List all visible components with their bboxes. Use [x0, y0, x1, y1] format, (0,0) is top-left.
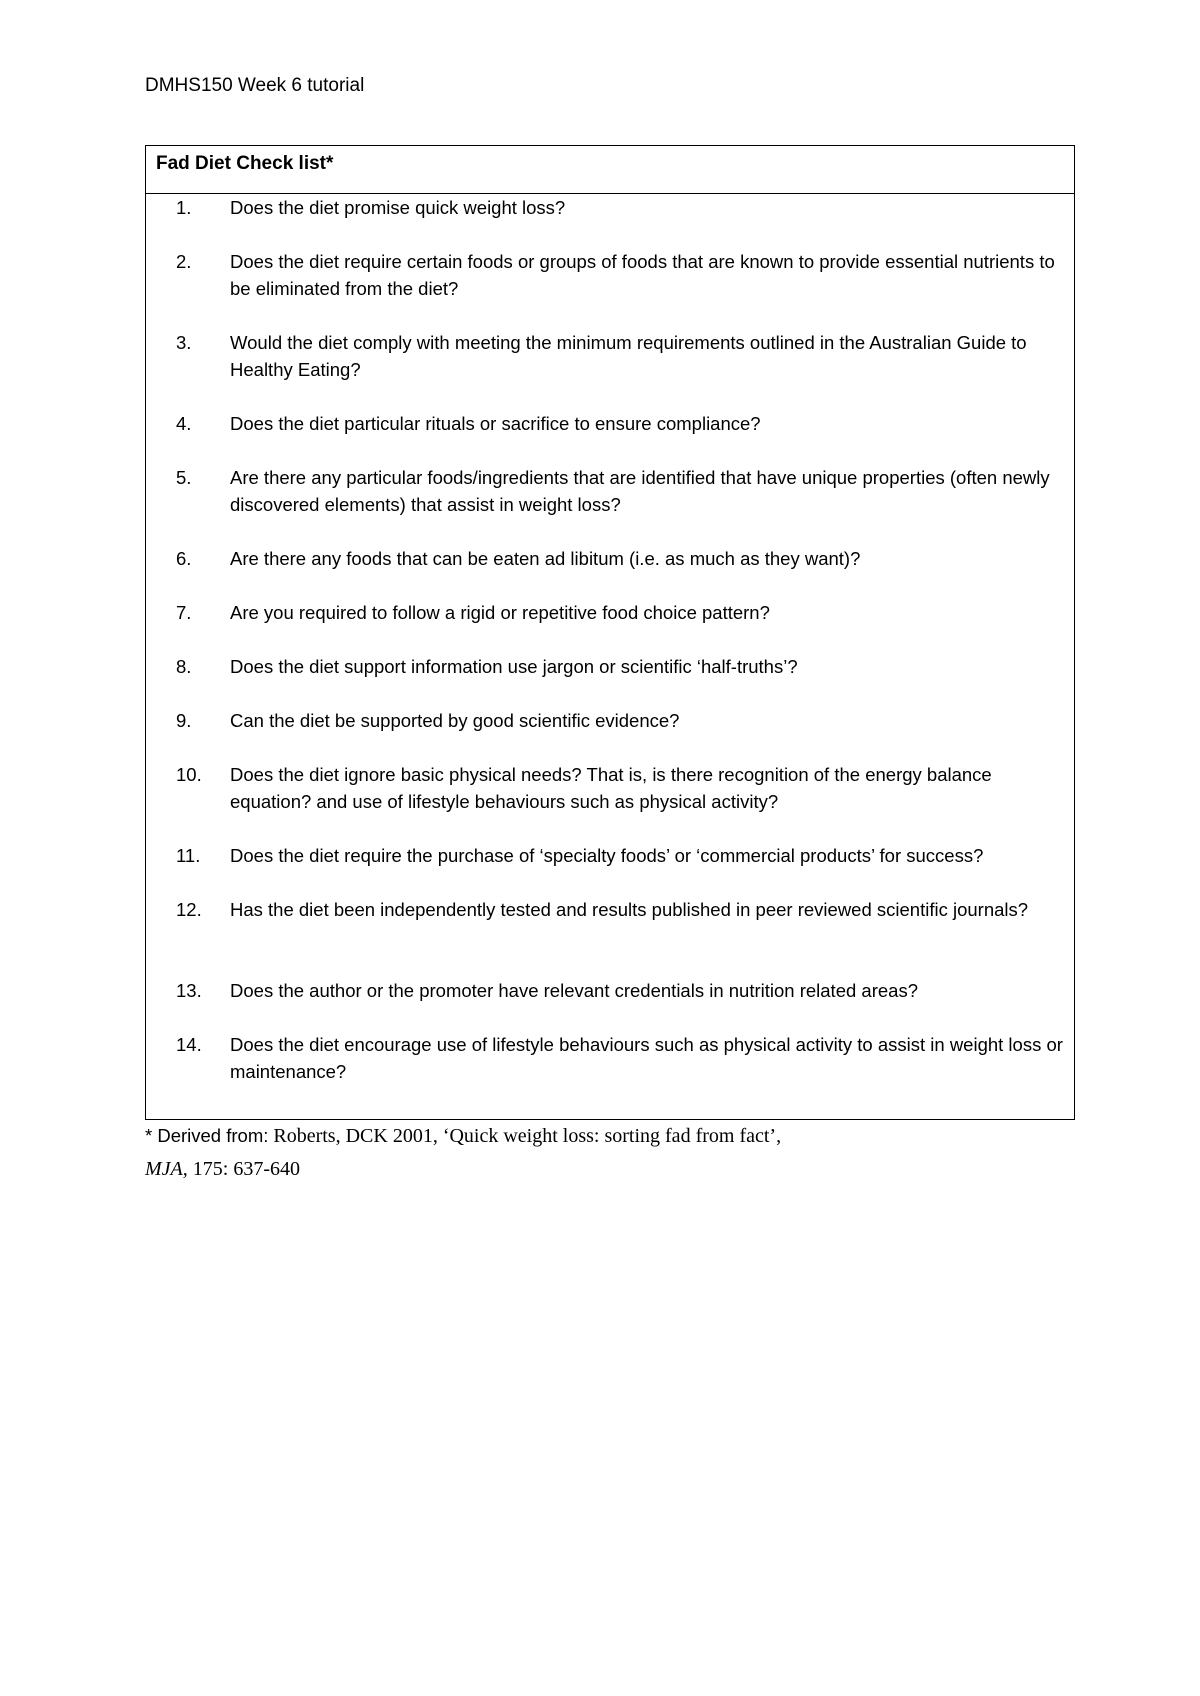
- item-text: Does the diet particular rituals or sacrifice to ensure compliance?: [230, 413, 761, 434]
- checklist-title: Fad Diet Check list*: [156, 153, 334, 174]
- footnote-label: * Derived from:: [145, 1125, 269, 1146]
- item-number: 8.: [176, 656, 192, 677]
- checklist-title-row: [146, 146, 1074, 194]
- item-number: 4.: [176, 413, 192, 434]
- footnote-citation: Roberts, DCK 2001, ‘Quick weight loss: sorting fad from fact’,: [273, 1125, 782, 1147]
- item-text: Are you required to follow a rigid or repetitive food choice pattern?: [230, 602, 770, 623]
- item-text: Does the author or the promoter have relevant credentials in nutrition related areas?: [230, 980, 918, 1001]
- item-text: Does the diet encourage use of lifestyle behaviours such as physical activity to assist in weight loss or maintenance?: [230, 1034, 1063, 1082]
- page-header: DMHS150 Week 6 tutorial: [145, 75, 365, 96]
- footnote-line-1: [145, 1119, 781, 1153]
- item-text: Can the diet be supported by good scientific evidence?: [230, 710, 680, 731]
- item-number: 5.: [176, 467, 192, 488]
- item-text: Does the diet require the purchase of ‘specialty foods’ or ‘commercial products’ for success?: [230, 845, 984, 866]
- footnote: [145, 1119, 781, 1186]
- item-number: 2.: [176, 251, 192, 272]
- item-number: 6.: [176, 548, 192, 569]
- item-number: 13.: [176, 980, 202, 1001]
- item-number: 10.: [176, 764, 202, 785]
- item-number: 7.: [176, 602, 192, 623]
- item-number: 3.: [176, 332, 192, 353]
- item-number: 14.: [176, 1034, 202, 1055]
- item-text: Would the diet comply with meeting the minimum requirements outlined in the Australian Guide to Healthy Eating?: [230, 332, 1027, 380]
- footnote-line-2: [145, 1153, 781, 1186]
- item-text: Are there any particular foods/ingredients that are identified that have unique properties (often newly discovered elements) that assist in weight loss?: [230, 467, 1050, 515]
- item-number: 1.: [176, 197, 192, 218]
- checklist-table: [145, 145, 1075, 1120]
- item-number: 11.: [176, 845, 201, 866]
- item-number: 9.: [176, 710, 192, 731]
- item-text: Does the diet support information use jargon or scientific ‘half-truths’?: [230, 656, 798, 677]
- item-text: Does the diet ignore basic physical needs? That is, is there recognition of the energy balance equation? and use of lifestyle behaviours such as physical activity?: [230, 764, 992, 812]
- footnote-journal: MJA,: [145, 1158, 188, 1180]
- item-text: Are there any foods that can be eaten ad libitum (i.e. as much as they want)?: [230, 548, 861, 569]
- item-number: 12.: [176, 899, 202, 920]
- item-text: Does the diet promise quick weight loss?: [230, 197, 566, 218]
- footnote-pages: 175: 637-640: [192, 1158, 300, 1180]
- item-text: Has the diet been independently tested and results published in peer reviewed scientific journals?: [230, 899, 1029, 920]
- item-text: Does the diet require certain foods or groups of foods that are known to provide essential nutrients to be eliminated from the diet?: [230, 251, 1055, 299]
